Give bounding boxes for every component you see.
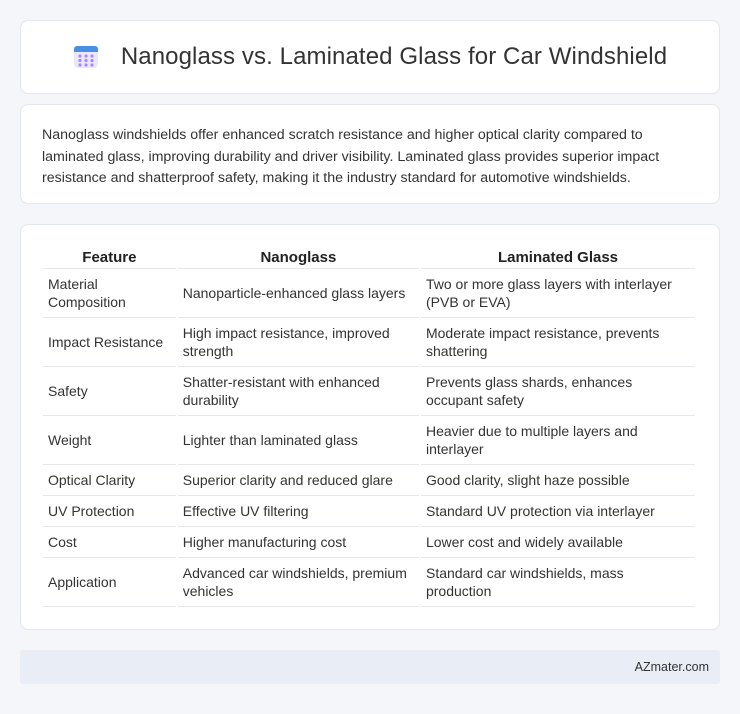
summary-text: Nanoglass windshields offer enhanced scratch resistance and higher optical clarity compared to laminated glass, improving durability and driver visibility. Laminated glass provides superior impact resistance and shatterproof safety, making it the industry standard for automotive windshields. xyxy=(42,127,660,186)
laminated-cell: Two or more glass layers with interlayer (PVB or EVA) xyxy=(421,269,695,318)
feature-cell: Optical Clarity xyxy=(43,465,176,496)
laminated-cell: Good clarity, slight haze possible xyxy=(421,465,695,496)
summary-card xyxy=(20,104,720,204)
nanoglass-cell: Lighter than laminated glass xyxy=(178,416,419,465)
nanoglass-cell: High impact resistance, improved strength xyxy=(178,318,419,367)
feature-cell: Safety xyxy=(43,367,176,416)
feature-cell: Application xyxy=(43,558,176,607)
calendar-grid-icon xyxy=(73,44,99,70)
table-row xyxy=(43,416,695,465)
laminated-cell: Heavier due to multiple layers and interlayer xyxy=(421,416,695,465)
table-header-row xyxy=(43,247,695,269)
nanoglass-cell: Shatter-resistant with enhanced durability xyxy=(178,367,419,416)
header-nanoglass: Nanoglass xyxy=(178,247,419,269)
nanoglass-cell: Superior clarity and reduced glare xyxy=(178,465,419,496)
laminated-cell: Moderate impact resistance, prevents shattering xyxy=(421,318,695,367)
table-row xyxy=(43,558,695,607)
page-title: Nanoglass vs. Laminated Glass for Car Windshield xyxy=(120,43,668,70)
feature-cell: Cost xyxy=(43,527,176,558)
feature-cell: Impact Resistance xyxy=(43,318,176,367)
table-row xyxy=(43,465,695,496)
table-row xyxy=(43,269,695,318)
footer-bar xyxy=(20,650,720,684)
table-row xyxy=(43,367,695,416)
laminated-cell: Standard UV protection via interlayer xyxy=(421,496,695,527)
header-laminated-glass: Laminated Glass xyxy=(421,247,695,269)
nanoglass-cell: Advanced car windshields, premium vehicles xyxy=(178,558,419,607)
nanoglass-cell: Higher manufacturing cost xyxy=(178,527,419,558)
footer-site-link[interactable]: AZmater.com xyxy=(634,660,709,674)
laminated-cell: Standard car windshields, mass production xyxy=(421,558,695,607)
laminated-cell: Prevents glass shards, enhances occupant safety xyxy=(421,367,695,416)
table-row xyxy=(43,527,695,558)
laminated-cell: Lower cost and widely available xyxy=(421,527,695,558)
title-wrap xyxy=(73,43,667,71)
nanoglass-cell: Nanoparticle-enhanced glass layers xyxy=(178,269,419,318)
nanoglass-cell: Effective UV filtering xyxy=(178,496,419,527)
feature-cell: UV Protection xyxy=(43,496,176,527)
table-row xyxy=(43,318,695,367)
title-card xyxy=(20,20,720,94)
feature-cell: Material Composition xyxy=(43,269,176,318)
feature-cell: Weight xyxy=(43,416,176,465)
table-row xyxy=(43,496,695,527)
header-feature: Feature xyxy=(43,247,176,269)
comparison-table xyxy=(41,247,697,607)
comparison-table-card xyxy=(20,224,720,630)
